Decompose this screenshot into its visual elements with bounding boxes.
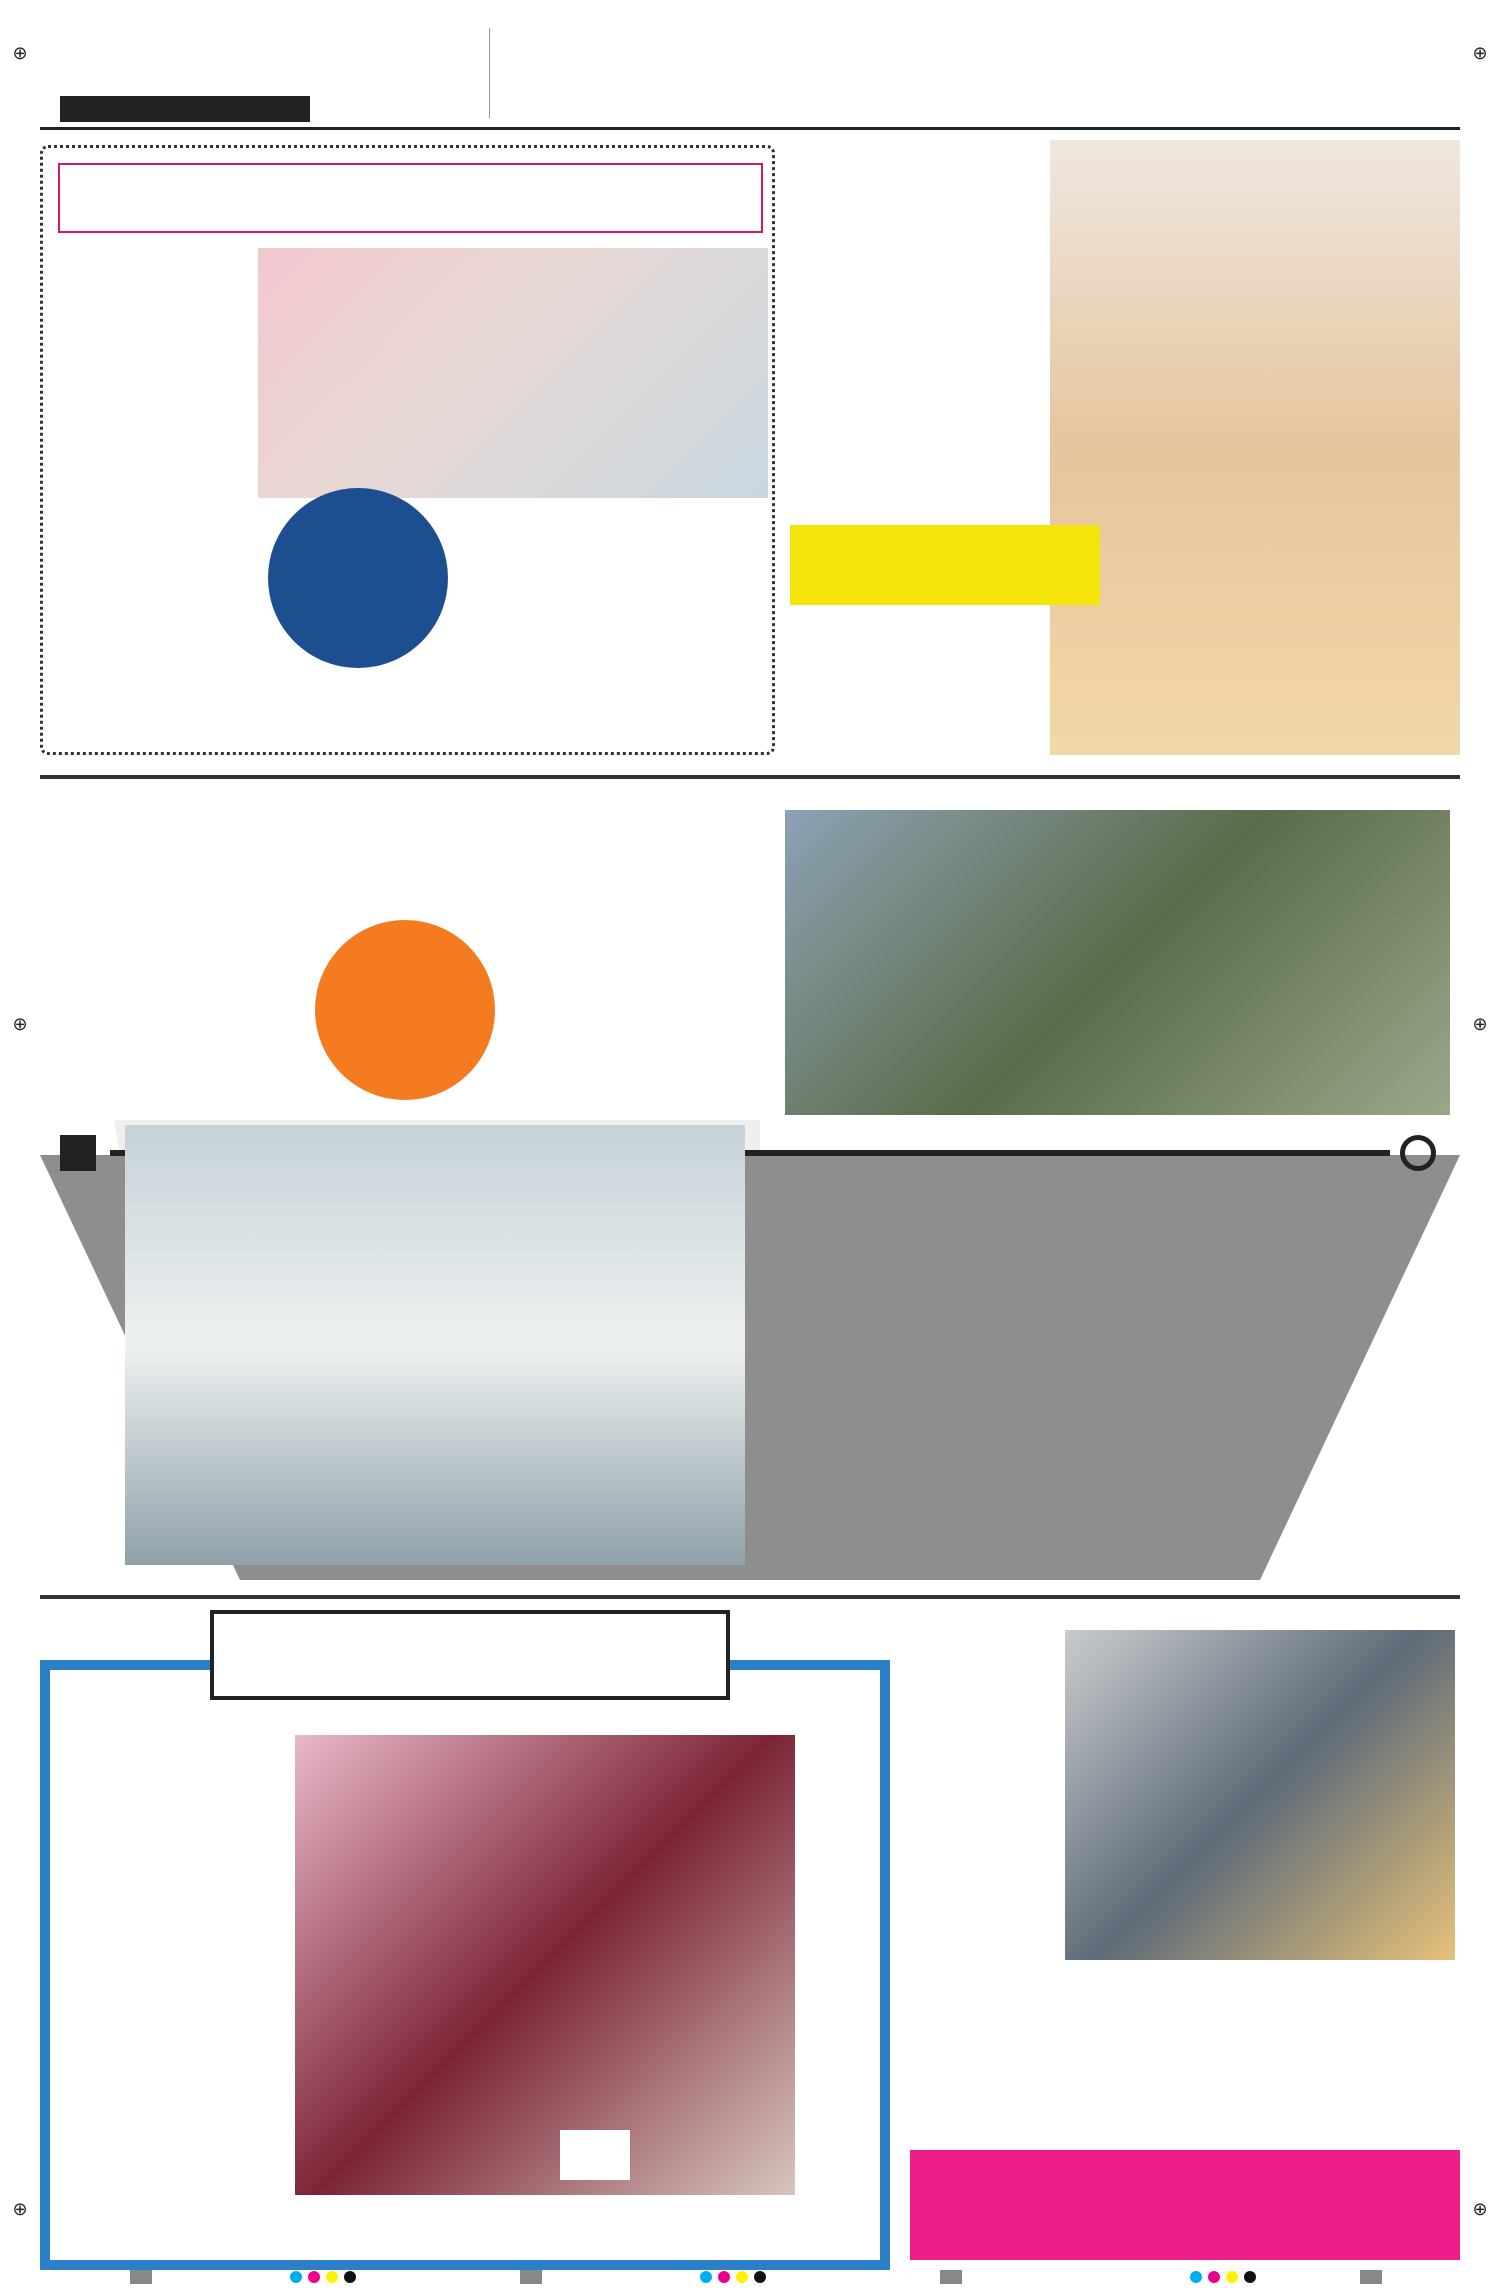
teaser-headline: [310, 28, 490, 118]
cmk-color-bar: [22, 85, 36, 141]
newborn-babies-photo: [258, 248, 768, 498]
photo-caption: [1380, 475, 1450, 515]
black-swatch: [1244, 2271, 1256, 2283]
article-body: [60, 1720, 285, 2240]
article-painting: [910, 1610, 1460, 2270]
cmk-color-bar: [1472, 1300, 1486, 1356]
registration-mark-icon: ⊕: [12, 2199, 28, 2220]
photo-label: [1065, 1970, 1455, 2034]
black-swatch: [754, 2271, 766, 2283]
issue-date: [60, 96, 310, 122]
teaser-text: [505, 28, 1225, 118]
solar-plant-photo: [785, 810, 1450, 1115]
article-floating-hotel: [50, 790, 760, 1120]
article-headline: [58, 163, 763, 233]
masthead: [40, 20, 1460, 130]
cyan-swatch: [700, 2271, 712, 2283]
color-swatch-strip: [0, 2268, 1500, 2286]
article-body-continued: [463, 513, 763, 738]
magenta-swatch: [308, 2271, 320, 2283]
article-body: [70, 880, 305, 1110]
yellow-swatch: [736, 2271, 748, 2283]
painting-presentation-photo: [1065, 1630, 1455, 1960]
article-body-continued: [910, 2075, 1455, 2135]
registration-mark-icon: ⊕: [12, 43, 28, 64]
registration-mark-icon: ⊕: [1472, 1014, 1488, 1035]
article-population-bonus: [40, 145, 775, 755]
section-divider: [40, 1595, 1460, 1599]
article-body-continued: [790, 620, 1040, 750]
registration-mark-icon: ⊕: [1472, 43, 1488, 64]
article-film-remake: [790, 140, 1460, 755]
callout-badge: [315, 920, 495, 1100]
article-wax-statue: [40, 1610, 890, 2270]
actress-photo: [1050, 140, 1460, 755]
cyan-swatch: [290, 2271, 302, 2283]
gray-swatch: [940, 2270, 962, 2284]
gray-swatch: [1360, 2270, 1382, 2284]
article-headline: [780, 1415, 1340, 1555]
cmk-color-bar: [1472, 85, 1486, 141]
magenta-swatch: [718, 2271, 730, 2283]
bar-end-left: [60, 1135, 96, 1171]
section-divider: [40, 775, 1460, 779]
article-body: [790, 140, 1040, 510]
article-body: [780, 1135, 1360, 1405]
bar-end-right: [1400, 1135, 1436, 1171]
middle-band: [40, 790, 1460, 1580]
registration-mark-icon: ⊕: [12, 1014, 28, 1035]
gray-swatch: [520, 2270, 542, 2284]
cmk-color-bar: [22, 1060, 36, 1116]
section-title: [1240, 34, 1450, 104]
registration-mark-icon: ⊕: [1472, 2199, 1488, 2220]
yellow-swatch: [326, 2271, 338, 2283]
article-body-continued: [295, 2205, 870, 2250]
gray-swatch: [130, 2270, 152, 2284]
photo-caption: [560, 2130, 630, 2180]
newspaper-page: [40, 20, 1460, 2270]
article-body-continued: [505, 880, 755, 1110]
article-headline: [210, 1610, 730, 1700]
article-headline: [70, 800, 750, 870]
article-headline: [790, 525, 1100, 605]
cmk-color-bar: [22, 1300, 36, 1356]
newspaper-logo: [60, 28, 290, 88]
black-swatch: [344, 2271, 356, 2283]
magenta-swatch: [1208, 2271, 1220, 2283]
floating-hotel-photo: [125, 1125, 745, 1565]
article-body: [61, 248, 246, 738]
callout-badge: [268, 488, 448, 668]
article-body: [910, 1610, 1055, 2070]
article-headline: [910, 2150, 1460, 2260]
wax-statue-photo: [295, 1735, 795, 2195]
yellow-swatch: [1226, 2271, 1238, 2283]
cmk-color-bar: [1472, 1060, 1486, 1116]
cyan-swatch: [1190, 2271, 1202, 2283]
